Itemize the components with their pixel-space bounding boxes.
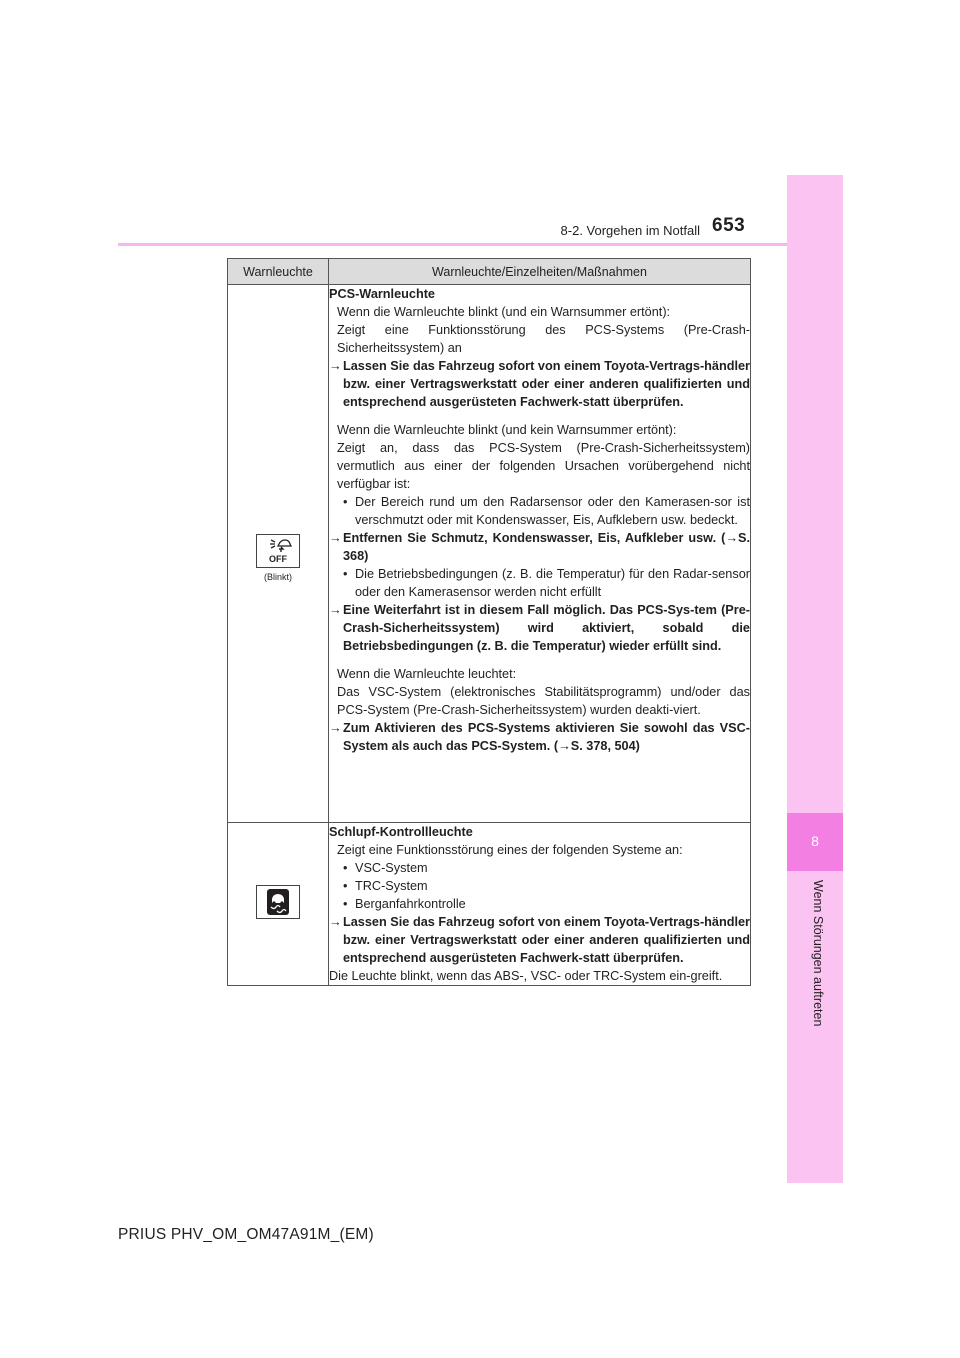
condition-text: Wenn die Warnleuchte blinkt (und kein Warnsummer ertönt): <box>337 423 677 437</box>
description-text: Die Leuchte blinkt, wenn das ABS-, VSC- oder TRC-System ein-greift. <box>329 969 723 983</box>
arrow-icon: → <box>329 721 342 735</box>
chapter-title: Wenn Störungen auftreten <box>811 880 825 1027</box>
list-item <box>329 859 750 877</box>
action-text: Lassen Sie das Fahrzeug sofort von einem Toyota-Vertrags-händler bzw. einer Vertragswerkstatt oder einer anderen qualifizierten und entsprechend ausgerüsteten Fachwerk-statt überprüfen. <box>343 359 750 409</box>
column-header-details: Warnleuchte/Einzelheiten/Maßnahmen <box>329 259 751 285</box>
action-text: Entfernen Sie Schmutz, Kondenswasser, Eis, Aufkleber usw. (→S. 368) <box>343 531 750 563</box>
column-header-warning-light: Warnleuchte <box>228 259 329 285</box>
list-item <box>329 565 750 601</box>
bullet-icon: • <box>343 567 348 581</box>
action-item <box>329 357 750 411</box>
slip-indicator-icon <box>256 885 300 919</box>
description-text: Zeigt an, dass das PCS-System (Pre-Crash-Sicherheitssystem) vermutlich aus einer der folgenden Ursachen vorübergehend nicht verfügbar ist: <box>337 441 750 491</box>
icon-cell <box>228 285 329 823</box>
section-title: 8-2. Vorgehen im Notfall <box>560 223 700 238</box>
document-id: PRIUS PHV_OM_OM47A91M_(EM) <box>118 1226 374 1243</box>
bullet-icon: • <box>343 861 348 875</box>
action-text: Eine Weiterfahrt ist in diesem Fall möglich. Das PCS-Sys-tem (Pre-Crash-Sicherheitssystem) wird aktiviert, sobald die Betriebsbedingungen (z. B. die Temperatur) wieder erfüllt sind. <box>343 603 750 653</box>
details-cell <box>329 823 751 986</box>
svg-text:OFF: OFF <box>269 553 287 564</box>
action-item <box>329 601 750 655</box>
page-number: 653 <box>712 215 746 236</box>
arrow-icon: → <box>329 603 342 617</box>
action-item <box>329 913 750 967</box>
arrow-icon: → <box>329 359 342 373</box>
list-item-text: Der Bereich rund um den Radarsensor oder den Kamerasen-sor ist verschmutzt oder mit Kondenswasser, Eis, Aufklebern usw. bedeckt. <box>355 495 750 527</box>
warning-light-table <box>227 258 751 986</box>
bullet-icon: • <box>343 897 348 911</box>
condition-text: Wenn die Warnleuchte blinkt (und ein Warnsummer ertönt): <box>337 305 671 319</box>
table-row <box>228 823 751 986</box>
list-item <box>329 493 750 529</box>
header-rule <box>118 243 787 246</box>
action-text: Lassen Sie das Fahrzeug sofort von einem Toyota-Vertrags-händler bzw. einer Vertragswerkstatt oder einer anderen qualifizierten und entsprechend ausgerüsteten Fachwerk-statt überprüfen. <box>343 915 750 965</box>
description-text: Zeigt eine Funktionsstörung des PCS-Systems (Pre-Crash-Sicherheitssystem) an <box>337 323 750 355</box>
chapter-number-box <box>787 813 843 871</box>
action-item <box>329 529 750 565</box>
table-row <box>228 285 751 823</box>
action-item <box>329 719 750 755</box>
pcs-off-icon <box>256 534 300 568</box>
list-item <box>329 877 750 895</box>
row-title: PCS-Warnleuchte <box>329 287 435 301</box>
icon-caption: (Blinkt) <box>263 571 292 582</box>
description-text: Das VSC-System (elektronisches Stabilitätsprogramm) und/oder das PCS-System (Pre-Crash-Sicherheitssystem) wurden deakti-viert. <box>337 685 750 717</box>
description-text: Zeigt eine Funktionsstörung eines der folgenden Systeme an: <box>337 843 683 857</box>
arrow-icon: → <box>329 915 342 929</box>
row-title: Schlupf-Kontrollleuchte <box>329 825 473 839</box>
list-item <box>329 895 750 913</box>
list-item-text: VSC-System <box>355 861 428 875</box>
chapter-number: 8 <box>811 833 819 849</box>
action-text: Zum Aktivieren des PCS-Systems aktivieren Sie sowohl das VSC-System als auch das PCS-System. (→S. 378, 504) <box>343 721 750 753</box>
bullet-icon: • <box>343 879 348 893</box>
list-item-text: Berganfahrkontrolle <box>355 897 466 911</box>
condition-text: Wenn die Warnleuchte leuchtet: <box>337 667 517 681</box>
arrow-icon: → <box>329 531 342 545</box>
list-item-text: TRC-System <box>355 879 428 893</box>
bullet-icon: • <box>343 495 348 509</box>
list-item-text: Die Betriebsbedingungen (z. B. die Temperatur) für den Radar-sensor oder den Kamerasensor werden nicht erfüllt <box>355 567 750 599</box>
icon-cell <box>228 823 329 986</box>
details-cell <box>329 285 751 823</box>
